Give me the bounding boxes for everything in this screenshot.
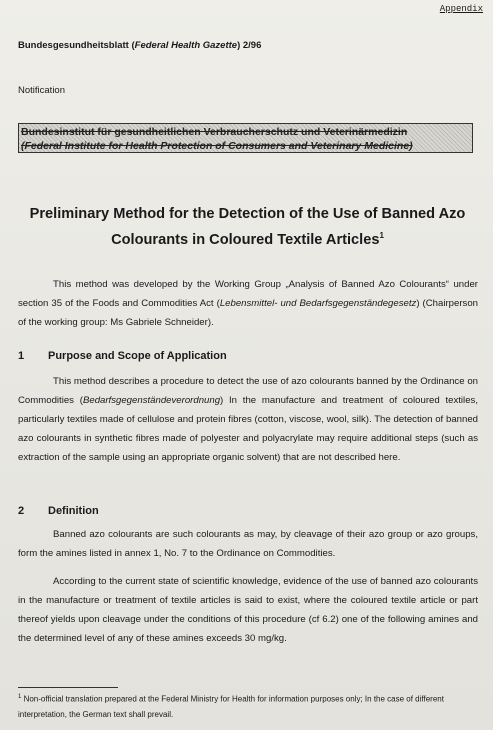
footnote-text: Non-official translation prepared at the Federal Ministry for Health for information purposes only; In the case of different interpretation, the German text shall prevail. [18,694,444,719]
title-line-2-text: Colourants in Coloured Textile Articles [111,231,380,248]
title-footnote-mark: 1 [379,231,384,240]
section-1-number: 1 [18,350,25,362]
institute-german: Bundesinstitut für gesundheitlichen Verbraucherschutz und Veterinärmedizin [21,126,408,138]
footnote-divider [18,687,118,688]
section-2-number: 2 [18,505,25,517]
section-2-title: Definition [48,505,99,517]
intro-paragraph [18,275,478,332]
footnote-mark: 1 [18,694,22,700]
intro-part-1: This method was developed by the Working Group „Analysis of Banned Azo Colourants“ under section 35 of the Foods and Commodities Act ( [18,279,478,309]
section-1-paragraph [18,372,478,467]
section-1-ordinance-name: Bedarfsgegenständeverordnung [82,395,221,406]
footnote [18,690,478,722]
title-line-1: Preliminary Method for the Detection of the Use of Banned Azo [29,206,466,222]
intro-act-name: Lebensmittel- und Bedarfsgegenständegesetz [219,298,417,309]
gazette-english: Federal Health Gazette [134,40,238,51]
gazette-citation [18,40,261,51]
document-title [20,203,475,251]
gazette-prefix: Bundesgesundheitsblatt ( [18,40,135,51]
section-1-heading [18,350,227,362]
section-2-heading [18,505,99,517]
notification-label: Notification [18,85,65,96]
section-2-paragraph-2: According to the current state of scientific knowledge, evidence of the use of banned azo colourants in the manufacture or treatment of textile articles is said to exist, where the coloured textile article or part thereof yields upon cleavage under the conditions of this procedure (cf 6.2) one of the following amines and the determined level of any of these amines exceeds 30 mg/kg. [18,576,478,644]
section-1-part-2: ) In the manufacture and treatment of coloured textiles, particularly textiles made of cellulose and protein fibres (cotton, viscose, wool, silk). The detection of banned azo colourants in synthetic fibres made of polyester and polyacrylate may require additional steps (such as extraction of the sample using an appropriate organic solvent) that are not described here. [18,395,478,463]
section-2-paragraph-1: Banned azo colourants are such colourants as may, by cleavage of their azo group or azo groups, form the amines listed in annex 1, No. 7 to the Ordinance on Commodities. [18,529,478,559]
appendix-label: Appendix [439,4,483,14]
gazette-suffix: ) 2/96 [237,40,262,51]
intro-part-2: ) (Chairperson of the working group: Ms Gabriele Schneider). [18,298,478,328]
section-1-part-1: This method describes a procedure to detect the use of azo colourants banned by the Ordinance on Commodities ( [18,376,478,406]
institute-english: (Federal Institute for Health Protection of Consumers and Veterinary Medicine) [21,140,413,152]
section-1-title: Purpose and Scope of Application [48,350,227,362]
institute-box [18,123,473,153]
title-line-2 [20,225,475,251]
